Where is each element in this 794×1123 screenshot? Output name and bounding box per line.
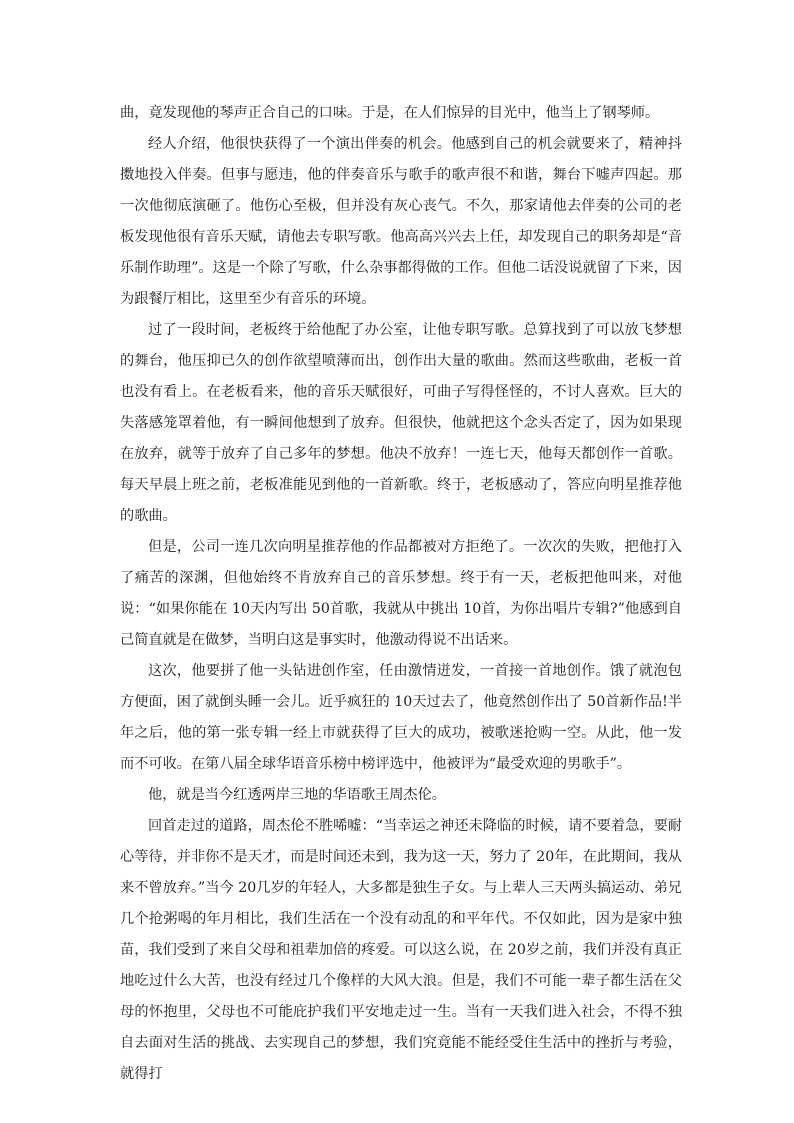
paragraph-rejection: 但是，公司一连几次向明星推荐他的作品都被对方拒绝了。一次次的失败，把他打入了痛苦的深渊，但他始终不肯放弃自己的音乐梦想。终于有一天，老板把他叫来，对他说：“如果你能在 10天内写出 50首歌，我就从中挑出 10首，为你出唱片专辑?”他感到自己简直就是在做梦，当明白这是事实时，他激动得说不出话来。: [120, 539, 682, 648]
document-body: [120, 98, 682, 1090]
paragraph-continuation: 曲，竟发现他的琴声正合自己的口味。于是，在人们惊异的目光中，他当上了钢琴师。: [120, 105, 660, 121]
paragraph-reflection: 回首走过的道路，周杰伦不胜唏嘘：“当幸运之神还未降临的时候，请不要着急，要耐心等待，并非你不是天才，而是时间还未到，我为这一天，努力了 20年，在此期间，我从来不曾放弃。”当今 20几岁的年轻人，大多都是独生子女。与上辈人三天两头搞运动、弟兄几个抢粥喝的年月相比，我们生活在一个没有动乱的和平年代。不仅如此，因为是家中独苗，我们受到了来自父母和祖辈加倍的疼爱。可以这么说，在 20岁之前，我们并没有真正地吃过什么大苦，也没有经过几个像样的大风大浪。但是，我们不可能一辈子都生活在父母的怀抱里，父母也不可能庇护我们平安地走过一生。当有一天我们进入社会，不得不独自去面对生活的挑战、去实现自己的梦想，我们究竟能不能经受住生活中的挫折与考验，就得打: [120, 818, 682, 1082]
paragraph-accompaniment: 经人介绍，他很快获得了一个演出伴奏的机会。他感到自己的机会就要来了，精神抖擞地投入伴奏。但事与愿违，他的伴奏音乐与歌手的歌声很不和谐，舞台下嘘声四起。那一次他彻底演砸了。他伤心至极，但并没有灰心丧气。不久，那家请他去伴奏的公司的老板发现他很有音乐天赋，请他去专职写歌。他高高兴兴去上任，却发现自己的职务却是“音乐制作助理”。这是一个除了写歌，什么杂事都得做的工作。但他二话没说就留了下来，因为跟餐厅相比，这里至少有音乐的环境。: [120, 136, 682, 307]
paragraph-reveal: 他，就是当今红透两岸三地的华语歌王周杰伦。: [148, 787, 446, 803]
paragraph-songwriting: 过了一段时间，老板终于给他配了办公室，让他专职写歌。总算找到了可以放飞梦想的舞台，他压抑已久的创作欲望喷薄而出，创作出大量的歌曲。然而这些歌曲，老板一首也没有看上。在老板看来，他的音乐天赋很好，可曲子写得怪怪的，不讨人喜欢。巨大的失落感笼罩着他，有一瞬间他想到了放弃。但很快，他就把这个念头否定了，因为如果现在放弃，就等于放弃了自己多年的梦想。他决不放弃！一连七天，他每天都创作一首歌。每天早晨上班之前，老板准能见到他的一首新歌。终于，老板感动了，答应向明星推荐他的歌曲。: [120, 322, 682, 524]
paragraph-creation: 这次，他要拼了他一头钻进创作室，任由激情迸发，一首接一首地创作。饿了就泡包方便面，困了就倒头睡一会儿。近乎疯狂的 10天过去了，他竟然创作出了 50首新作品!半年之后，他的第一张专辑一经上市就获得了巨大的成功，被歌迷抢购一空。从此，他一发而不可收。在第八届全球华语音乐榜中榜评选中，他被评为“最受欢迎的男歌手”。: [120, 663, 682, 772]
